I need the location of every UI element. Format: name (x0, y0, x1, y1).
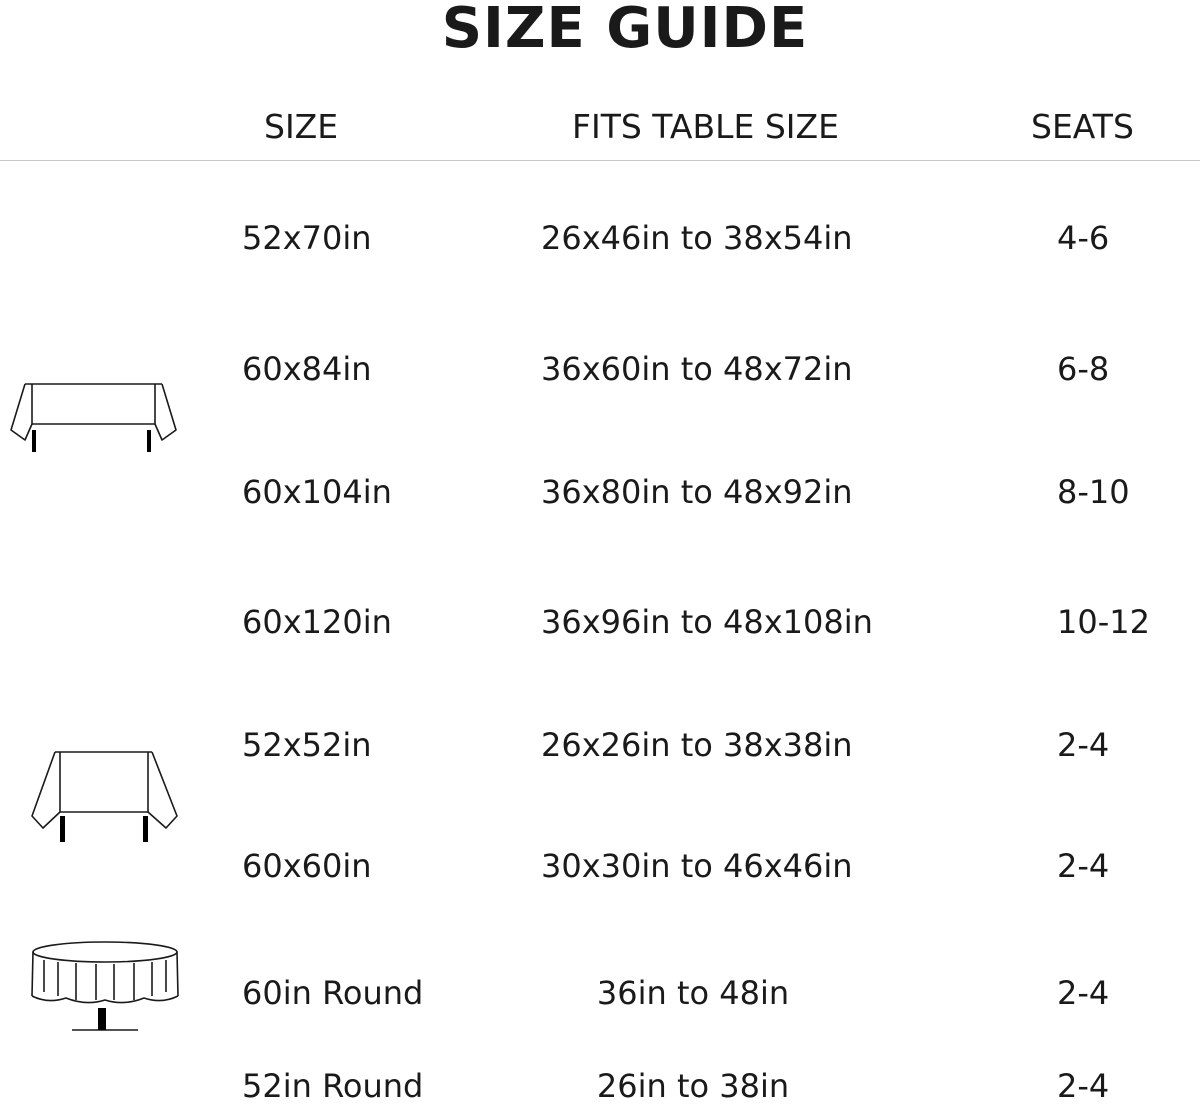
fits-cell: 26x46in to 38x54in (541, 219, 853, 257)
size-cell: 52x70in (242, 219, 372, 257)
size-cell: 60x120in (242, 603, 392, 641)
seats-cell: 6-8 (1057, 350, 1110, 388)
header-divider (0, 160, 1200, 161)
fits-cell: 26in to 38in (596, 1067, 790, 1105)
fits-cell: 36x60in to 48x72in (541, 350, 853, 388)
seats-cell: 4-6 (1057, 219, 1110, 257)
rectangle-table-icon (8, 380, 180, 456)
table-row (0, 218, 1200, 258)
square-table-icon (28, 748, 182, 844)
seats-cell: 2-4 (1057, 1067, 1110, 1105)
size-cell: 52in Round (242, 1067, 424, 1105)
size-cell: 60x104in (242, 473, 392, 511)
fits-cell: 30x30in to 46x46in (541, 847, 853, 885)
fits-cell: 36x96in to 48x108in (541, 603, 873, 641)
fits-cell: 36x80in to 48x92in (541, 473, 853, 511)
seats-cell: 2-4 (1057, 847, 1110, 885)
table-row (0, 472, 1200, 512)
seats-cell: 2-4 (1057, 726, 1110, 764)
seats-cell: 10-12 (1057, 603, 1150, 641)
page-title: SIZE GUIDE (441, 0, 809, 61)
fits-cell: 36in to 48in (596, 974, 790, 1012)
size-cell: 60x60in (242, 847, 372, 885)
column-header-seats: SEATS (1031, 107, 1134, 146)
table-row (0, 846, 1200, 886)
table-row (0, 602, 1200, 642)
table-row (0, 349, 1200, 389)
seats-cell: 2-4 (1057, 974, 1110, 1012)
column-header-fits: FITS TABLE SIZE (572, 107, 839, 146)
round-table-icon (28, 938, 182, 1034)
table-row (0, 1066, 1200, 1106)
size-cell: 60in Round (242, 974, 424, 1012)
size-cell: 60x84in (242, 350, 372, 388)
column-header-size: SIZE (264, 107, 339, 146)
seats-cell: 8-10 (1057, 473, 1130, 511)
fits-cell: 26x26in to 38x38in (541, 726, 853, 764)
size-cell: 52x52in (242, 726, 372, 764)
